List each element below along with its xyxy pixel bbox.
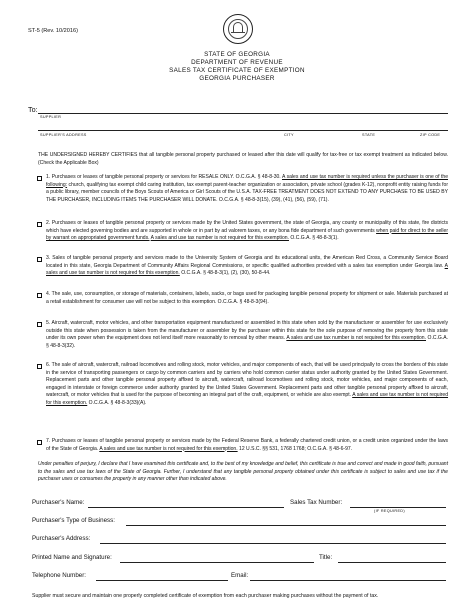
checkbox-item-7[interactable] xyxy=(37,440,42,445)
email-field[interactable] xyxy=(250,580,446,581)
sales-tax-number-label: Sales Tax Number: xyxy=(290,499,343,506)
checkbox-item-3[interactable] xyxy=(37,257,42,262)
item-5-text: 5. Aircraft, watercraft, motor vehicles, and other transportation equipment manufactured or assembled in this state when sold by the manufacturer or assembler for use exclusively outside this state when possession is taken from the manufacturer or assembler by the purchaser within this state for the sole purpose of removing the property from this state under its own power when the equipment does not lend itself more reasonably to removal by other means. A sales and use tax number is not required for this exemption. O.C.G.A. § 48-8-3(32). xyxy=(46,320,449,349)
supplier-name-field[interactable] xyxy=(38,113,448,114)
telephone-field[interactable] xyxy=(96,580,228,581)
sales-tax-number-field[interactable] xyxy=(350,507,446,508)
item-7-text: 7. Purchases or leases of tangible personal property or services made by the Federal Reserve Bank, a federally chartered credit union, or a credit union organized under the laws of the State of Georgia. A sales and use tax number is not required for this exemption. 12 U.S.C. §§ 531, 1768 1768; O.C.G.A. § 48-6-97. xyxy=(46,438,448,452)
purchasers-name-field[interactable] xyxy=(88,507,284,508)
city-caption: CITY xyxy=(284,133,294,137)
item-4-text: 4. The sale, use, consumption, or storage of materials, containers, labels, sacks, or bags used for packaging tangible personal property for shipment or sale. Materials purchased at a retail establishment for consumer use will not be subject to this exemption. O.C.G.A. § 48-8-3(94). xyxy=(46,291,448,305)
purchasers-address-label: Purchaser's Address: xyxy=(32,535,91,542)
item-6-text: 6. The sale of aircraft, watercraft, railroad locomotives and rolling stock, motor vehicles, and major components of each, that will be used principally to cross the borders of this state in the service of transporting passengers or cargo by common carriers and by carriers who hold common carrier status under authority granted by the United States Government. Replacement parts and other tangible personal property affixed to aircraft, watercraft, railroad locomotives and rolling stock, motor vehicles, and major components of each, engaged in interstate or foreign commerce under authority granted by the United States Government. Replacement parts and other tangible personal property affixed to aircraft, watercraft, or motor vehicles that is used for the purpose of becoming an integral part of the craft, equipment, or vehicle are also exempt. A sales and use tax number is not required for this exemption. O.C.G.A. § 48-8-3(33)(A). xyxy=(46,362,449,406)
printed-name-field[interactable] xyxy=(120,562,314,563)
checkbox-item-2[interactable] xyxy=(37,222,42,227)
title-label: Title: xyxy=(319,554,333,561)
title-certificate: SALES TAX CERTIFICATE OF EXEMPTION xyxy=(169,67,305,74)
item-1-text: 1. Purchases or leases of tangible personal property or services for RESALE ONLY. O.C.G.A. § 48-8-30. A sales and use tax number is required unless the purchaser is one of the following: church, qualifying tax exempt child caring institution, tax exempt parent-teacher organization or association, private school (grades K-12), nonprofit entity raising funds for a public library, member councils of the Boys Scouts of America or Girl Scouts of the U.S.A. TAX-FREE TREATMENT DOES NOT EXTEND TO ANY PURCHASE TO BE USED BY THE PURCHASER, INCLUDING ITEMS THE PURCHASER WILL DONATE. O.C.G.A. § 48-8-3(15), (39), (41), (56), (59), (71). xyxy=(46,174,449,203)
purchasers-name-label: Purchaser's Name: xyxy=(32,499,85,506)
title-state: STATE OF GEORGIA xyxy=(204,51,270,58)
type-of-business-field[interactable] xyxy=(126,525,446,526)
purchasers-address-field[interactable] xyxy=(100,543,446,544)
telephone-label: Telephone Number: xyxy=(32,572,87,579)
supplier-address-field[interactable] xyxy=(38,130,448,131)
checkbox-item-4[interactable] xyxy=(37,293,42,298)
state-caption: STATE xyxy=(362,133,376,137)
email-label: Email: xyxy=(231,572,249,579)
intro-text: THE UNDERSIGNED HEREBY CERTIFIES that all tangible personal property purchased or leased after this date will qualify for tax-free or tax exempt treatment as indicated below. (Check the Applicable Box) xyxy=(38,152,448,166)
title-purchaser: GEORGIA PURCHASER xyxy=(199,75,275,82)
perjury-statement: Under penalties of perjury, I declare that I have examined this certificate and, to the best of my knowledge and belief, this certificate is true and correct and made in good faith, pursuant to the sales and use tax laws of the State of Georgia. Further, I understand that any tangible personal property obtained under this certificate is subject to sales and use tax if the purchaser uses or consumes the property in any manner other than indicated above. xyxy=(38,461,448,483)
footer-note: Supplier must secure and maintain one properly completed certificate of exemption from each purchaser making purchases without the payment of tax. xyxy=(32,593,379,599)
type-of-business-label: Purchaser's Type of Business: xyxy=(32,517,115,524)
suppliers-address-caption: SUPPLIER'S ADDRESS xyxy=(40,133,87,137)
item-2-text: 2. Purchases or leases of tangible personal property or services made by the United States government, the state of Georgia, any county or municipality of this state, fire districts which have elected governing bodies and are supported in whole or in part by ad valorem taxes, or any bona fide department of such governments when paid for direct to the seller by warrant on appropriated government funds. A sales and use tax number is not required for this exemption. O.C.G.A. § 48-8-3(1). xyxy=(46,220,449,242)
form-id: ST-5 (Rev. 10/2016) xyxy=(28,28,78,34)
checkbox-item-5[interactable] xyxy=(37,322,42,327)
title-field[interactable] xyxy=(338,562,446,563)
printed-name-label: Printed Name and Signature: xyxy=(32,554,112,561)
supplier-caption: SUPPLIER xyxy=(40,115,62,119)
checkbox-item-1[interactable] xyxy=(37,176,42,181)
checkbox-item-6[interactable] xyxy=(37,364,42,369)
to-label: To: xyxy=(28,105,38,114)
georgia-seal-icon xyxy=(223,14,253,44)
if-required-note: (IF REQUIRED) xyxy=(374,509,405,513)
title-department: DEPARTMENT OF REVENUE xyxy=(191,59,283,66)
item-3-text: 3. Sales of tangible personal property and services made to the University System of Georgia and its educational units, the American Red Cross, a Community Service Board located in this state, Georgia Department of Community Affairs Regional Commissions, or specific qualified authorities provided with a sales tax exemption under Georgia law. A sales and use tax number is not required for this exemption. O.C.G.A. § 48-8-3(1), (2), (30), 50-8-44. xyxy=(46,255,449,277)
zip-code-caption: ZIP CODE xyxy=(420,133,441,137)
